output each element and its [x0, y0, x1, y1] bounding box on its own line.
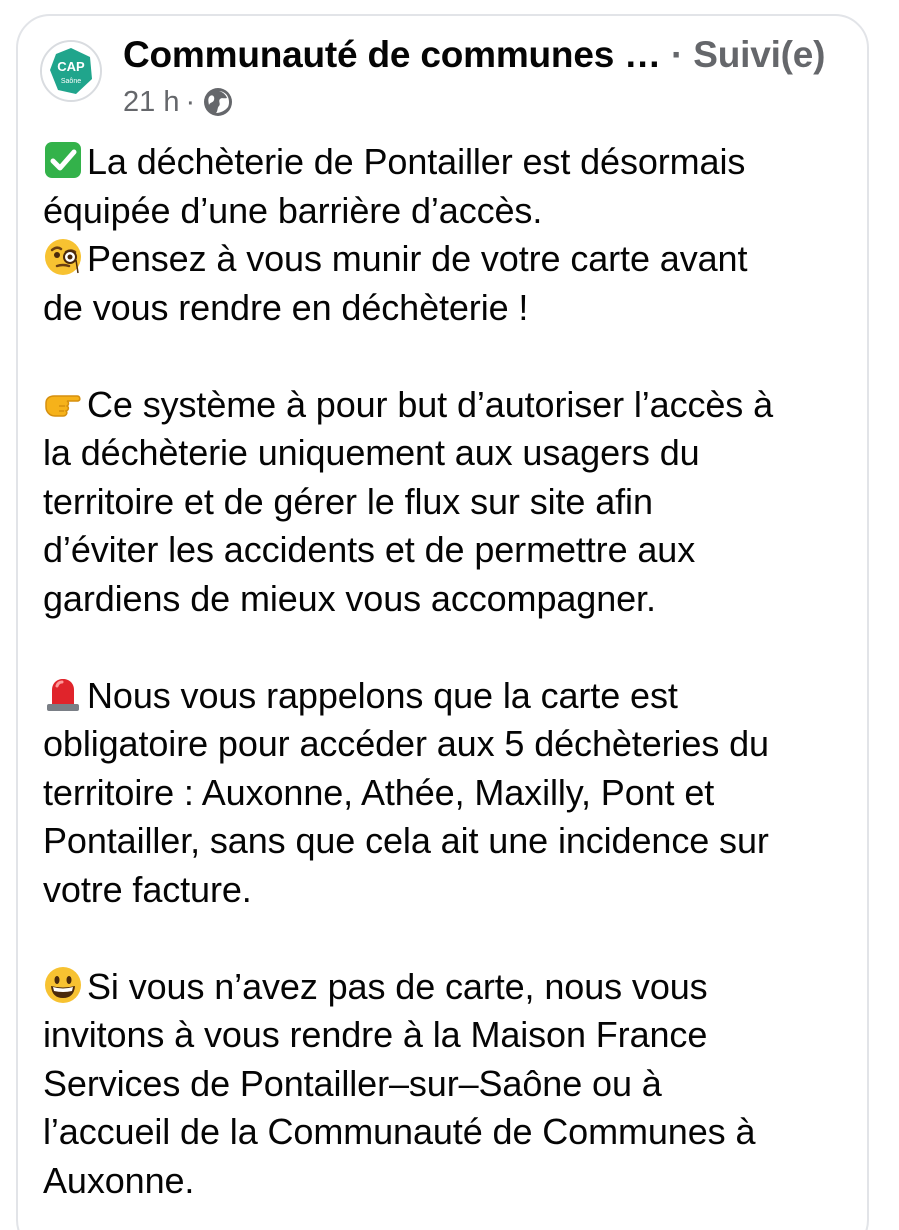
post-text-line: Si vous n’avez pas de carte, nous vous — [87, 965, 708, 1007]
post-text-line: territoire et de gérer le flux sur site afin — [43, 480, 653, 522]
text-line — [43, 526, 873, 575]
post-text-line: d’éviter les accidents et de permettre aux — [43, 529, 696, 570]
post-time[interactable]: 21 h — [123, 86, 180, 118]
text-line — [43, 1157, 873, 1206]
text-line — [43, 672, 873, 721]
post-text-line: Pensez à vous munir de votre carte avant — [87, 238, 748, 279]
text-line — [43, 478, 873, 527]
post-meta — [123, 82, 233, 122]
follow-status[interactable]: Suivi(e) — [693, 34, 826, 75]
text-line — [43, 1060, 873, 1109]
text-line — [43, 138, 873, 187]
text-line — [43, 429, 873, 478]
paragraph-spacer — [43, 623, 873, 672]
text-line — [43, 381, 873, 430]
post-text-line: Auxonne. — [43, 1159, 195, 1201]
post-paragraph — [43, 138, 873, 235]
post-paragraph — [43, 672, 873, 915]
post-text-line: de vous rendre en déchèterie ! — [43, 286, 529, 328]
pointing-right-hand-emoji-icon — [43, 383, 83, 423]
text-line — [43, 284, 873, 333]
post-text-line: invitons à vous rendre à la Maison France — [43, 1014, 708, 1055]
text-line — [43, 817, 873, 866]
paragraph-spacer — [43, 332, 873, 381]
post-paragraph — [43, 963, 873, 1206]
cap-saone-logo-icon — [42, 42, 100, 100]
avatar-logo-text-bottom: Saône — [60, 78, 82, 85]
meta-dot: · — [185, 86, 196, 118]
text-line — [43, 235, 873, 284]
page-avatar[interactable] — [40, 40, 102, 102]
post-text-line: Ce système à pour but d’autoriser l’accès à — [87, 383, 774, 425]
header-separator: · — [660, 34, 694, 75]
post-text-line: gardiens de mieux vous accompagner. — [43, 577, 656, 619]
post-paragraph — [43, 381, 873, 624]
face-with-monocle-emoji-icon — [43, 237, 83, 277]
author-name[interactable]: Communauté de communes … — [123, 34, 661, 75]
paragraph-spacer — [43, 914, 873, 963]
text-line — [43, 1011, 873, 1060]
text-line — [43, 187, 873, 236]
post-text-line: La déchèterie de Pontailler est désormais — [87, 141, 746, 182]
post-text-line: territoire : Auxonne, Athée, Maxilly, Pont et — [43, 771, 715, 813]
text-line — [43, 1108, 873, 1157]
grinning-face-emoji-icon — [43, 965, 83, 1005]
post-text-line: l’accueil de la Communauté de Communes à — [43, 1111, 756, 1152]
text-line — [43, 769, 873, 818]
post-text-line: obligatoire pour accéder aux 5 déchèteries du — [43, 723, 769, 764]
text-line — [43, 963, 873, 1012]
text-line — [43, 866, 873, 915]
post-text-line: votre facture. — [43, 868, 252, 910]
check-mark-button-emoji-icon — [43, 140, 83, 180]
post-text-line: Pontailler, sans que cela ait une incidence sur — [43, 820, 769, 861]
post-text-line: la déchèterie uniquement aux usagers du — [43, 432, 700, 473]
post-text-line: équipée d’une barrière d’accès. — [43, 189, 543, 231]
post-text-line: Services de Pontailler–sur–Saône ou à — [43, 1062, 662, 1104]
post-body — [43, 138, 873, 1205]
police-light-emoji-icon — [43, 674, 83, 714]
post-header — [123, 30, 843, 80]
text-line — [43, 575, 873, 624]
avatar-logo-text-top: CAP — [57, 59, 85, 74]
text-line — [43, 720, 873, 769]
post-text-line: Nous vous rappelons que la carte est — [87, 674, 678, 716]
post-paragraph — [43, 235, 873, 332]
globe-icon[interactable] — [203, 87, 233, 117]
